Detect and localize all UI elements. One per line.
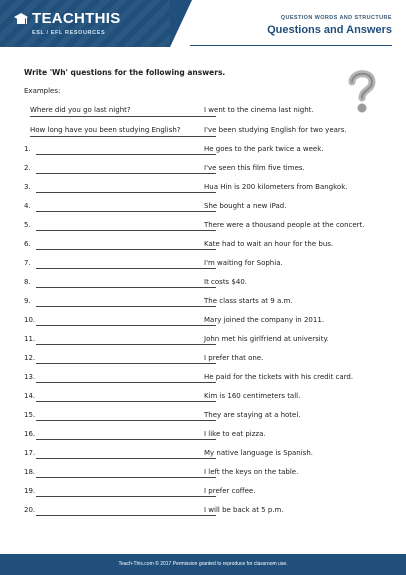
answer-blank[interactable] [36, 325, 216, 326]
item-number: 18. [24, 468, 36, 476]
exercise-row [24, 506, 384, 518]
exercise-row [24, 373, 384, 385]
exercise-row [24, 335, 384, 347]
given-answer: He paid for the tickets with his credit card. [204, 373, 354, 381]
answer-blank[interactable] [36, 363, 216, 364]
exercise-row [24, 183, 384, 195]
answer-blank[interactable] [36, 496, 216, 497]
item-number: 16. [24, 430, 36, 438]
given-answer: I prefer coffee. [204, 487, 256, 495]
item-number: 17. [24, 449, 36, 457]
given-answer: I like to eat pizza. [204, 430, 266, 438]
exercise-row [24, 316, 384, 328]
item-number: 6. [24, 240, 31, 248]
exercise-row [24, 240, 384, 252]
header-divider [190, 45, 392, 46]
given-answer: Hua Hin is 200 kilometers from Bangkok. [204, 183, 348, 191]
answer-blank[interactable] [36, 192, 216, 193]
exercise-row [24, 221, 384, 233]
answer-blank[interactable] [36, 268, 216, 269]
item-number: 14. [24, 392, 36, 400]
example-answer: I've been studying English for two years. [204, 126, 347, 134]
exercise-row [24, 411, 384, 423]
item-number: 10. [24, 316, 36, 324]
answer-blank[interactable] [36, 477, 216, 478]
given-answer: He goes to the park twice a week. [204, 145, 324, 153]
logo-subtitle: ESL / EFL RESOURCES [32, 30, 106, 36]
item-number: 9. [24, 297, 31, 305]
example-question: How long have you been studying English? [30, 126, 216, 137]
exercise-row [24, 297, 384, 309]
given-answer: She bought a new iPad. [204, 202, 287, 210]
exercise-row [24, 430, 384, 442]
item-number: 3. [24, 183, 31, 191]
exercise-row [24, 468, 384, 480]
answer-blank[interactable] [36, 154, 216, 155]
given-answer: Kim is 160 centimeters tall. [204, 392, 301, 400]
exercise-row [24, 259, 384, 271]
given-answer: I'm waiting for Sophia. [204, 259, 283, 267]
given-answer: My native language is Spanish. [204, 449, 313, 457]
item-number: 12. [24, 354, 36, 362]
exercise-row [24, 487, 384, 499]
footer: Teach-This.com © 2017 Permission granted to reproduce for classroom use. [0, 554, 406, 575]
given-answer: I've seen this film five times. [204, 164, 305, 172]
example-question: Where did you go last night? [30, 106, 216, 117]
answer-blank[interactable] [36, 420, 216, 421]
header-wedge [170, 0, 192, 47]
graduation-cap-icon [14, 12, 28, 30]
example-row [24, 126, 384, 138]
item-number: 19. [24, 487, 36, 495]
worksheet-subtitle: QUESTION WORDS AND STRUCTURE [280, 15, 392, 21]
given-answer: There were a thousand people at the concert. [204, 221, 365, 229]
item-number: 11. [24, 335, 36, 343]
given-answer: It costs $40. [204, 278, 248, 286]
page-header [0, 0, 406, 47]
example-answer: I went to the cinema last night. [204, 106, 314, 114]
item-number: 15. [24, 411, 36, 419]
exercise-row [24, 202, 384, 214]
answer-blank[interactable] [36, 173, 216, 174]
item-number: 5. [24, 221, 31, 229]
given-answer: I prefer that one. [204, 354, 264, 362]
example-row [24, 106, 384, 118]
answer-blank[interactable] [36, 306, 216, 307]
exercise-row [24, 449, 384, 461]
page-title: Questions and Answers [267, 24, 392, 36]
exercise-row [24, 392, 384, 404]
item-number: 4. [24, 202, 31, 210]
item-number: 1. [24, 145, 31, 153]
answer-blank[interactable] [36, 515, 216, 516]
instructions: Write 'Wh' questions for the following answers. [24, 68, 226, 77]
answer-blank[interactable] [36, 230, 216, 231]
answer-blank[interactable] [36, 382, 216, 383]
given-answer: I left the keys on the table. [204, 468, 299, 476]
item-number: 13. [24, 373, 36, 381]
exercise-row [24, 278, 384, 290]
item-number: 2. [24, 164, 31, 172]
answer-blank[interactable] [36, 401, 216, 402]
answer-blank[interactable] [36, 249, 216, 250]
exercise-row [24, 354, 384, 366]
logo-text: TEACHTHIS [32, 10, 121, 27]
answer-blank[interactable] [36, 211, 216, 212]
given-answer: I will be back at 5 p.m. [204, 506, 284, 514]
answer-blank[interactable] [36, 439, 216, 440]
given-answer: They are staying at a hotel. [204, 411, 301, 419]
answer-blank[interactable] [36, 344, 216, 345]
exercise-row [24, 145, 384, 157]
item-number: 8. [24, 278, 31, 286]
answer-blank[interactable] [36, 287, 216, 288]
given-answer: Mary joined the company in 2011. [204, 316, 325, 324]
item-number: 7. [24, 259, 31, 267]
given-answer: John met his girlfriend at university. [204, 335, 329, 343]
examples-label: Examples: [24, 87, 61, 95]
answer-blank[interactable] [36, 458, 216, 459]
given-answer: The class starts at 9 a.m. [204, 297, 293, 305]
given-answer: Kate had to wait an hour for the bus. [204, 240, 334, 248]
exercise-row [24, 164, 384, 176]
item-number: 20. [24, 506, 36, 514]
